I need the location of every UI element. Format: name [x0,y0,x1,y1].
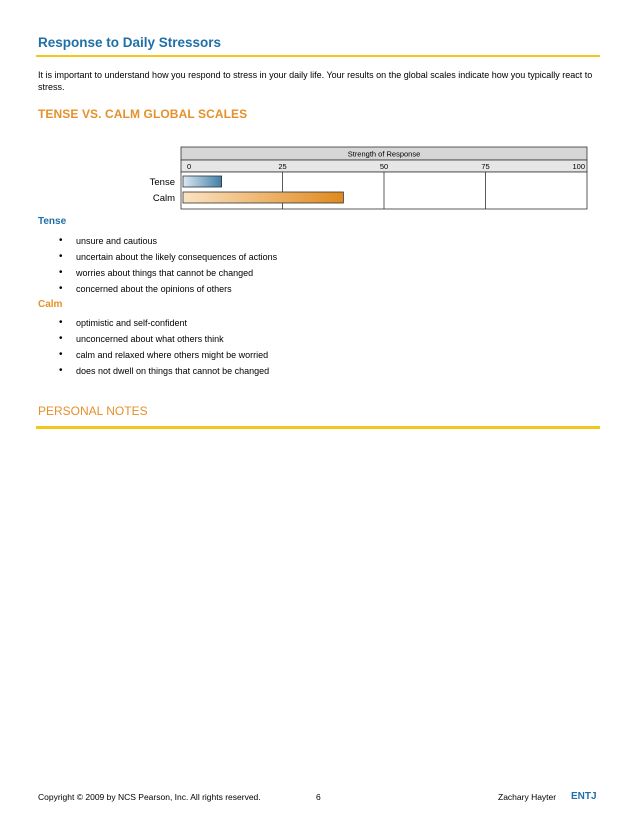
bullet-icon: • [59,267,63,278]
list-item-text: calm and relaxed where others might be worried [76,350,269,360]
list-item [52,249,277,265]
list-item-text: does not dwell on things that cannot be changed [76,366,270,376]
bullet-icon: • [59,317,63,328]
strength-chart-svg [0,0,638,215]
tense-bar [183,176,222,187]
list-item [52,281,277,297]
tick-label: 50 [379,162,389,171]
chart-title: Strength of Response [347,149,421,159]
list-item-text: unconcerned about what others think [76,334,224,344]
strength-chart [0,0,638,220]
list-item [52,233,277,249]
intro-paragraph: It is important to understand how you respond to stress in your daily life. Your results on the global scales indicate how you typically react to stress. [38,70,593,92]
list-item [52,363,269,379]
tense-list [52,233,277,297]
tick-label: 25 [278,162,287,171]
footer-name: Zachary Hayter [498,792,557,802]
list-item-text: unsure and cautious [76,236,158,246]
notes-divider [36,426,600,429]
list-item-text: worries about things that cannot be changed [76,268,254,278]
bullet-icon: • [59,349,63,360]
calm-category-label: Calm [152,193,175,204]
bullet-icon: • [59,283,63,294]
list-item-text: optimistic and self-confident [76,318,188,328]
bullet-icon: • [59,235,63,246]
list-item-text: uncertain about the likely consequences of actions [76,252,278,262]
footer-type-code: ENTJ [571,791,597,802]
footer-page-number: 6 [316,792,321,802]
bullet-icon: • [59,333,63,344]
list-item-text: concerned about the opinions of others [76,284,232,294]
tick-label: 75 [481,162,490,171]
footer-copyright: Copyright © 2009 by NCS Pearson, Inc. All rights reserved. [38,792,261,802]
global-scales-heading: TENSE VS. CALM GLOBAL SCALES [38,107,248,121]
calm-section-label: Calm [38,299,63,310]
bullet-icon: • [59,365,63,376]
list-item [52,265,277,281]
calm-bar [183,192,343,203]
list-item [52,331,269,347]
tick-label: 0 [187,162,192,171]
page-title: Response to Daily Stressors [38,35,222,50]
personal-notes-heading: PERSONAL NOTES [38,404,148,418]
list-item [52,347,269,363]
list-item [52,315,269,331]
tense-category-label: Tense [149,177,175,188]
tense-section-label: Tense [38,216,67,227]
tick-label: 100 [572,162,585,171]
bullet-icon: • [59,251,63,262]
calm-list [52,315,269,379]
